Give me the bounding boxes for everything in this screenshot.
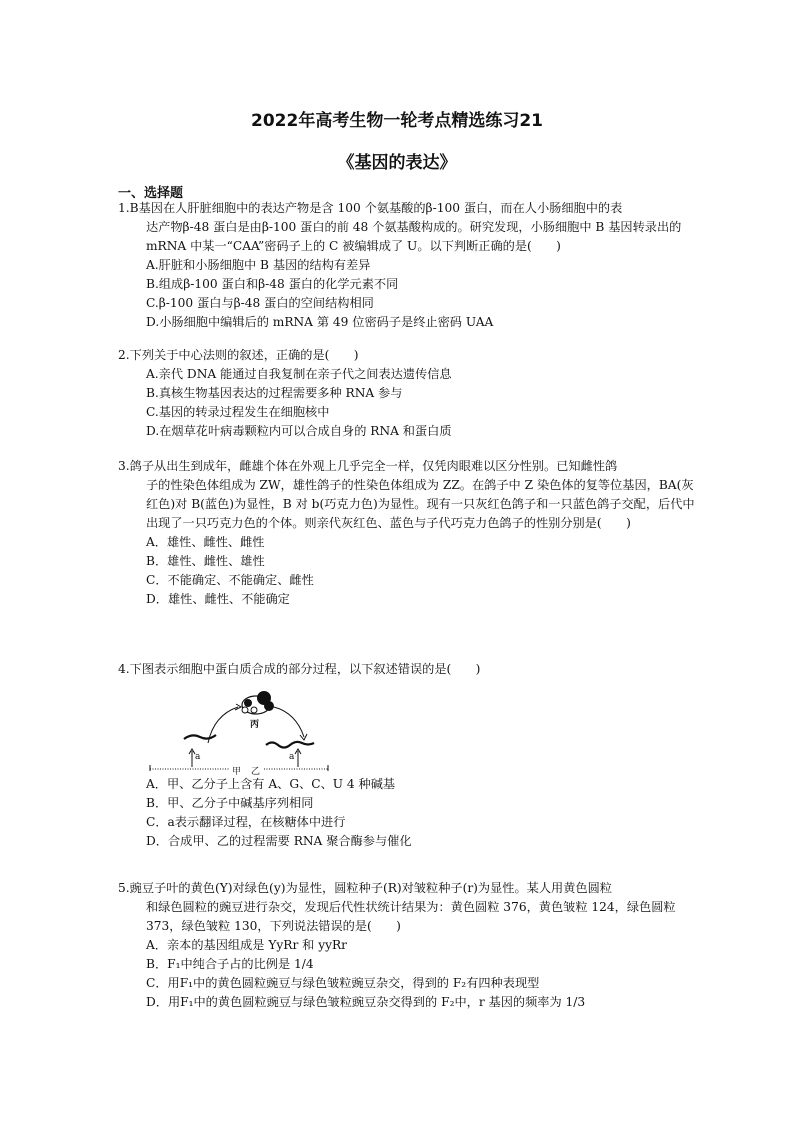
option-a[interactable]: A．雄性、雌性、雌性 [146,535,265,549]
question-stem [118,457,696,533]
option-a[interactable]: A.肝脏和小肠细胞中 B 基因的结构有差异 [146,258,371,272]
mrna-strand-right [266,742,314,748]
option-d[interactable]: D．用F₁中的黄色圆粒豌豆与绿色皱粒豌豆杂交得到的 F₂中，r 基因的频率为 1/3 [146,995,586,1009]
stem-continuation: 和绿色圆粒的豌豆进行杂交，发现后代性状统计结果为：黄色圆粒 376，黄色皱粒 124，绿色圆粒 373，绿色皱粒 130，下列说法错误的是( ) [146,900,676,933]
label-jia: 甲 [232,767,242,777]
option-d[interactable]: D.小肠细胞中编辑后的 mRNA 第 49 位密码子是终止密码 UAA [146,315,494,329]
stem-first-line: 2.下列关于中心法则的叙述，正确的是( ) [118,348,359,362]
question-4 [118,660,696,851]
label-yi: 乙 [251,767,261,777]
option-b[interactable]: B．雄性、雌性、雄性 [146,554,265,568]
option-c[interactable]: C．用F₁中的黄色圆粒豌豆与绿色皱粒豌豆杂交，得到的 F₂有四种表现型 [146,976,540,990]
label-bing: 丙 [250,720,260,730]
stem-first-line: 4.下图表示细胞中蛋白质合成的部分过程，以下叙述错误的是( ) [118,662,481,676]
question-1 [118,199,696,332]
option-c[interactable]: C.基因的转录过程发生在细胞核中 [146,405,330,419]
section-heading: 一、选择题 [118,186,184,201]
option-b[interactable]: B．甲、乙分子中碱基序列相同 [146,796,314,810]
stem-first-line: 3.鸽子从出生到成年，雌雄个体在外观上几乎完全一样，仅凭肉眼难以区分性别。已知雌性鸽 [118,459,618,473]
page-title: 2022年高考生物一轮考点精选练习21 [251,111,543,131]
option-b[interactable]: B.真核生物基因表达的过程需要多种 RNA 参与 [146,386,403,400]
mrna-strand-left [184,735,216,739]
figure-drawing [146,685,376,773]
protein-synthesis-figure [146,685,376,777]
question-5 [118,879,696,1012]
option-c[interactable]: C．a表示翻译过程，在核糖体中进行 [146,815,346,829]
option-a[interactable]: A．甲、乙分子上含有 A、G、C、U 4 种碱基 [146,777,396,791]
question-stem [118,346,696,365]
question-2 [118,346,696,441]
stem-first-line: 1.B基因在人肝脏细胞中的表达产物是含 100 个氨基酸的β-100 蛋白，而在人小肠细胞中的表 [118,201,623,215]
option-a[interactable]: A.亲代 DNA 能通过自我复制在亲子代之间表达遗传信息 [146,367,452,381]
option-d[interactable]: D．雄性、雌性、不能确定 [146,592,290,606]
stem-continuation: 达产物β-48 蛋白是由β-100 蛋白的前 48 个氨基酸构成的。研究发现，小肠细胞中 B 基因转录出的 mRNA 中某一“CAA”密码子上的 C 被编辑成了 U。以下判断正确的是( ) [146,220,682,253]
question-stem [118,879,696,936]
page-subtitle: 《基因的表达》 [337,153,457,173]
label-a-left: a [195,752,201,762]
ribosome-icon [242,691,274,714]
option-a[interactable]: A．亲本的基因组成是 YyRr 和 yyRr [146,938,348,952]
option-c[interactable]: C.β-100 蛋白与β-48 蛋白的空间结构相同 [146,296,374,310]
question-3 [118,457,696,609]
stem-first-line: 5.豌豆子叶的黄色(Y)对绿色(y)为显性，圆粒种子(R)对皱粒种子(r)为显性。某人用黄色圆粒 [118,881,612,895]
option-d[interactable]: D．合成甲、乙的过程需要 RNA 聚合酶参与催化 [146,834,412,848]
option-b[interactable]: B．F₁中纯合子占的比例是 1/4 [146,957,314,971]
stem-continuation: 子的性染色体组成为 ZW，雄性鸽子的性染色体组成为 ZZ。在鸽子中 Z 染色体的复等位基因，BA(灰红色)对 B(蓝色)为显性，B 对 b(巧克力色)为显性。现有一只灰红色鸽子和一只蓝色鸽子交配，后代中出现了一只巧克力色的个体。则亲代灰红色、蓝色与子代巧克力色鸽子的性别分别是( ) [146,478,695,530]
option-c[interactable]: C．不能确定、不能确定、雌性 [146,573,314,587]
question-stem [118,660,696,679]
option-d[interactable]: D.在烟草花叶病毒颗粒内可以合成自身的 RNA 和蛋白质 [146,424,452,438]
label-a-right: a [289,752,295,762]
question-stem [118,199,696,256]
option-b[interactable]: B.组成β-100 蛋白和β-48 蛋白的化学元素不同 [146,277,399,291]
